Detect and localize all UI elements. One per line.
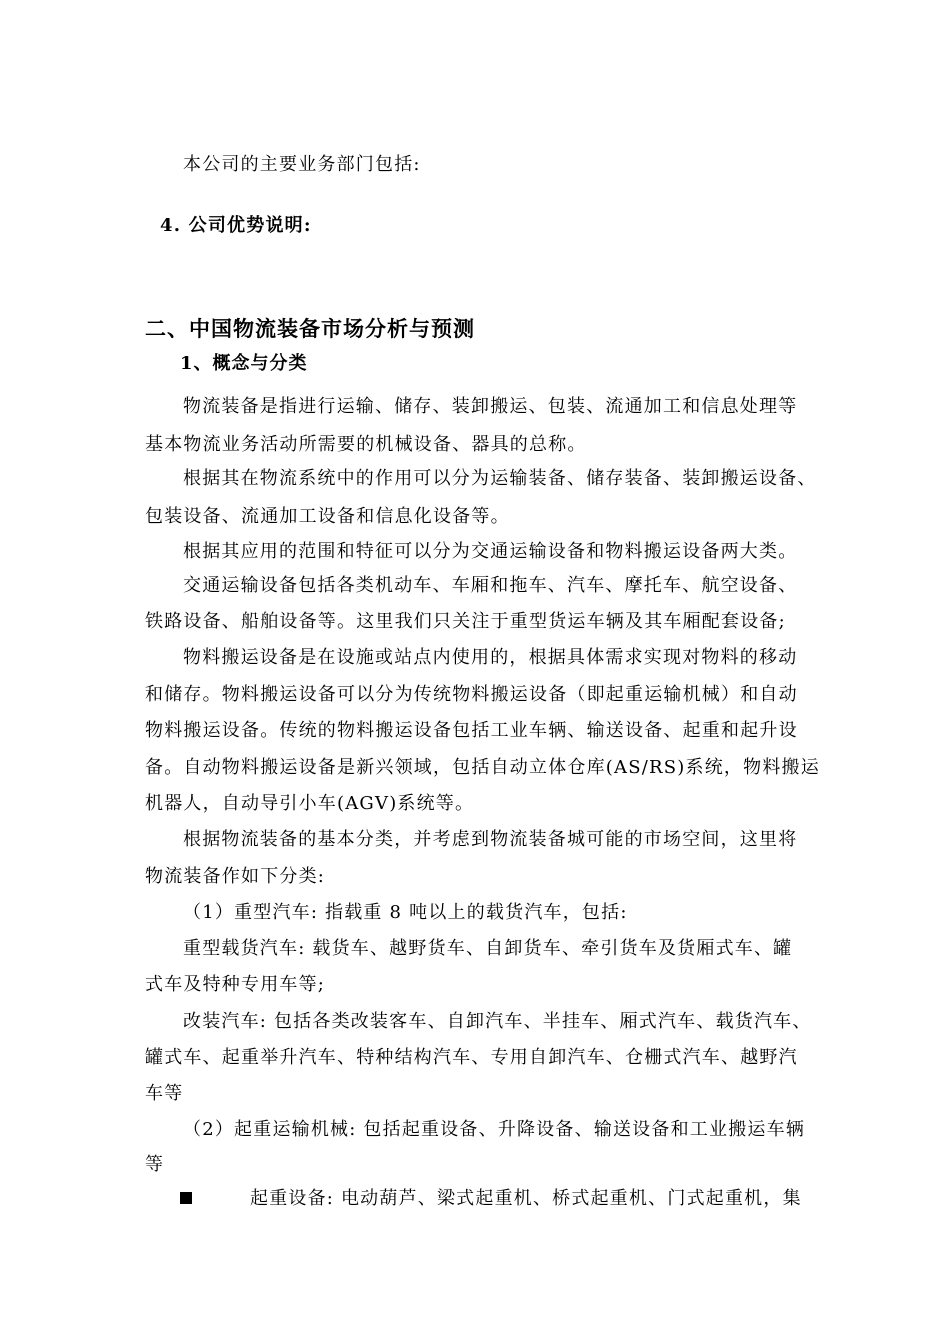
para-line: 机器人，自动导引小车(AGV)系统等。 (145, 793, 475, 814)
para-line: 式车及特种专用车等; (145, 974, 326, 995)
para-line: （1）重型汽车: 指载重 8 吨以上的载货汽车，包括: (183, 902, 628, 923)
para-line: 基本物流业务活动所需要的机械设备、器具的总称。 (145, 434, 587, 455)
para-line: 物料搬运设备。传统的物料搬运设备包括工业车辆、输送设备、起重和起升设 (145, 720, 798, 741)
para-line: 物流装备作如下分类: (145, 866, 326, 887)
para-line: 等 (145, 1154, 165, 1175)
para-line: 车等 (145, 1083, 184, 1104)
intro-line: 本公司的主要业务部门包括: (183, 154, 421, 175)
para-line: 根据其应用的范围和特征可以分为交通运输设备和物料搬运设备两大类。 (183, 541, 798, 562)
bullet-line: 起重设备: 电动葫芦、梁式起重机、桥式起重机、门式起重机，集 (250, 1188, 802, 1209)
para-line: 和储存。物料搬运设备可以分为传统物料搬运设备（即起重运输机械）和自动 (145, 684, 798, 705)
para-line: 铁路设备、船舶设备等。这里我们只关注于重型货运车辆及其车厢配套设备; (145, 611, 786, 632)
para-line: 物流装备是指进行运输、储存、装卸搬运、包装、流通加工和信息处理等 (183, 396, 798, 417)
para-line: 罐式车、起重举升汽车、特种结构汽车、专用自卸汽车、仓栅式汽车、越野汽 (145, 1047, 798, 1068)
para-line: 物料搬运设备是在设施或站点内使用的，根据具体需求实现对物料的移动 (183, 647, 798, 668)
bullet-square-icon (180, 1192, 192, 1204)
para-line: 重型载货汽车: 载货车、越野货车、自卸货车、牵引货车及货厢式车、罐 (183, 938, 793, 959)
section4-title: 4. 公司优势说明: (160, 215, 312, 236)
para-line: 根据物流装备的基本分类，并考虑到物流装备城可能的市场空间，这里将 (183, 829, 798, 850)
para-line: （2）起重运输机械: 包括起重设备、升降设备、输送设备和工业搬运车辆 (183, 1119, 806, 1140)
chapter-title: 二、中国物流装备市场分析与预测 (145, 316, 475, 341)
para-line: 备。自动物料搬运设备是新兴领域，包括自动立体仓库(AS/RS)系统，物料搬运 (145, 757, 820, 778)
para-line: 包装设备、流通加工设备和信息化设备等。 (145, 506, 510, 527)
para-line: 交通运输设备包括各类机动车、车厢和拖车、汽车、摩托车、航空设备、 (183, 575, 798, 596)
para-line: 改装汽车: 包括各类改装客车、自卸汽车、半挂车、厢式汽车、载货汽车、 (183, 1011, 812, 1032)
para-line: 根据其在物流系统中的作用可以分为运输装备、储存装备、装卸搬运设备、 (183, 468, 817, 489)
subsection-title: 1、概念与分类 (180, 353, 308, 374)
